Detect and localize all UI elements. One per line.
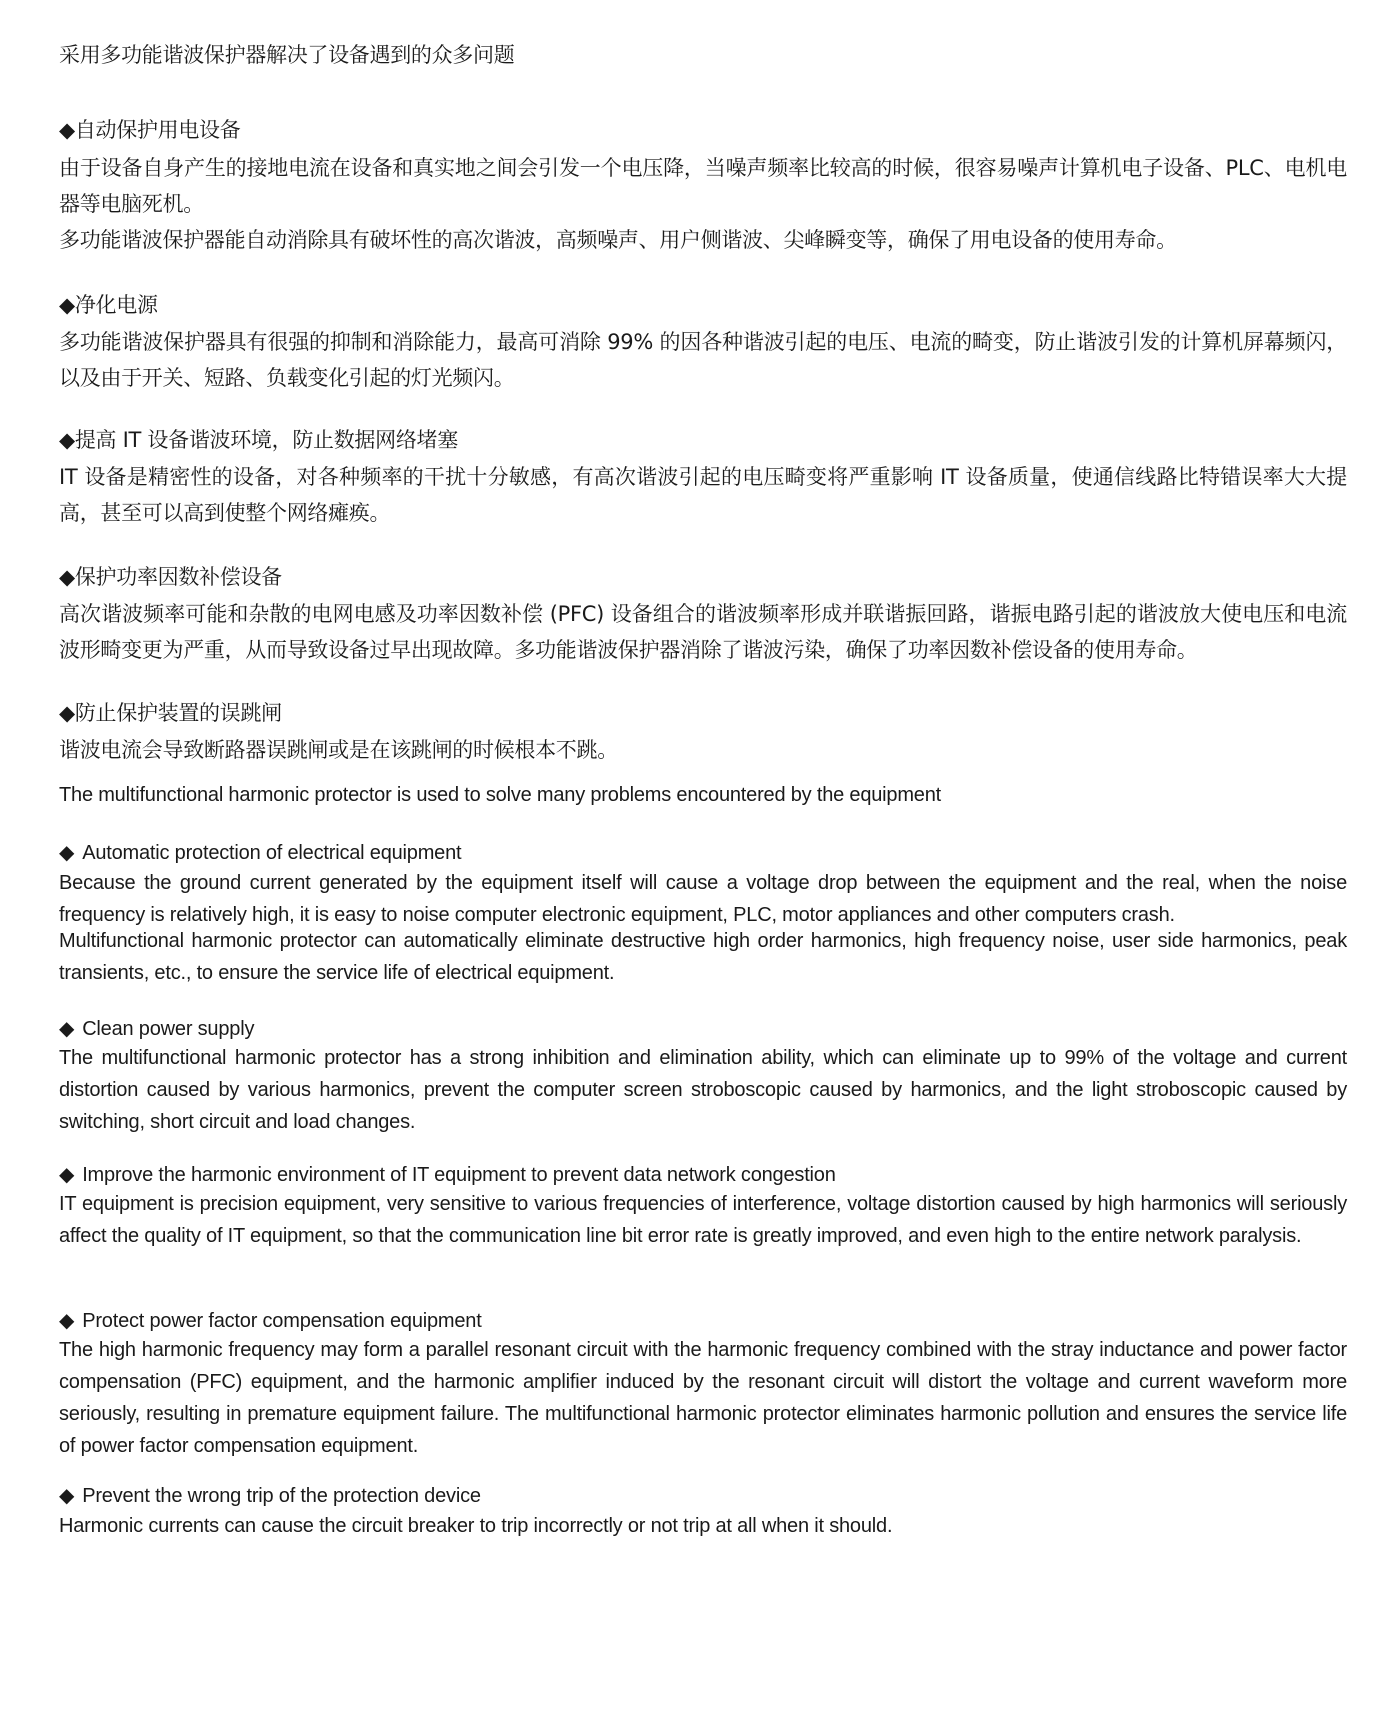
en-heading-text: Automatic protection of electrical equipment <box>82 842 462 864</box>
bullet-diamond-icon: ◆ <box>59 293 75 317</box>
bullet-diamond-icon: ◆ <box>59 565 75 589</box>
bullet-diamond-icon: ◆ <box>59 1164 75 1186</box>
en-heading-text: Clean power supply <box>82 1018 255 1040</box>
zh-heading-text: 防止保护装置的误跳闸 <box>74 701 282 725</box>
zh-title: 采用多功能谐波保护器解决了设备遇到的众多问题 <box>59 43 515 67</box>
en-heading-text: Improve the harmonic environment of IT equipment to prevent data network congestion <box>82 1164 836 1186</box>
en-section-heading <box>59 1014 1347 1044</box>
bullet-diamond-icon: ◆ <box>59 1485 75 1507</box>
bullet-diamond-icon: ◆ <box>59 428 75 452</box>
en-section-heading <box>59 838 1347 868</box>
zh-heading-text: 自动保护用电设备 <box>74 118 241 142</box>
zh-paragraph: 谐波电流会导致断路器误跳闸或是在该跳闸的时候根本不跳。 <box>59 738 618 762</box>
en-paragraph: IT equipment is precision equipment, very sensitive to various frequencies of interference, voltage distortion caused by high harmonics will seriously affect the quality of IT equipment, so that the communication line bit error rate is greatly improved, and even high to the entire network paralysis. <box>59 1193 1347 1247</box>
zh-paragraph: 多功能谐波保护器能自动消除具有破坏性的高次谐波，高频噪声、用户侧谐波、尖峰瞬变等，确保了用电设备的使用寿命。 <box>59 228 1177 252</box>
zh-section-heading <box>59 425 1347 455</box>
en-heading-text: Prevent the wrong trip of the protection device <box>82 1485 481 1507</box>
en-title: The multifunctional harmonic protector is used to solve many problems encountered by the equipment <box>59 784 941 806</box>
en-section-heading <box>59 1306 1347 1336</box>
zh-section-heading <box>59 290 1347 320</box>
zh-heading-text: 净化电源 <box>74 293 158 317</box>
zh-paragraph: 多功能谐波保护器具有很强的抑制和消除能力，最高可消除 99% 的因各种谐波引起的电压、电流的畸变，防止谐波引发的计算机屏幕频闪，以及由于开关、短路、负载变化引起的灯光频闪。 <box>59 330 1347 390</box>
bullet-diamond-icon: ◆ <box>59 1310 75 1332</box>
bullet-diamond-icon: ◆ <box>59 1018 75 1040</box>
bullet-diamond-icon: ◆ <box>59 701 75 725</box>
en-paragraph: The multifunctional harmonic protector has a strong inhibition and elimination ability, which can eliminate up to 99% of the voltage and current distortion caused by various harmonics, prevent the computer screen stroboscopic caused by harmonics, and the light stroboscopic caused by switching, short circuit and load changes. <box>59 1047 1347 1133</box>
zh-section-heading <box>59 115 1347 145</box>
bullet-diamond-icon: ◆ <box>59 842 75 864</box>
en-heading-text: Protect power factor compensation equipment <box>82 1310 482 1332</box>
zh-section-heading <box>59 562 1347 592</box>
bullet-diamond-icon: ◆ <box>59 118 75 142</box>
en-paragraph: Multifunctional harmonic protector can automatically eliminate destructive high order harmonics, high frequency noise, user side harmonics, peak transients, etc., to ensure the service life of electrical equipment. <box>59 930 1347 984</box>
zh-paragraph: IT 设备是精密性的设备，对各种频率的干扰十分敏感，有高次谐波引起的电压畸变将严重影响 IT 设备质量，使通信线路比特错误率大大提高，甚至可以高到使整个网络瘫痪。 <box>59 465 1347 525</box>
en-section-heading <box>59 1481 1347 1511</box>
zh-paragraph: 高次谐波频率可能和杂散的电网电感及功率因数补偿 (PFC) 设备组合的谐波频率形成并联谐振回路，谐振电路引起的谐波放大使电压和电流波形畸变更为严重，从而导致设备过早出现故障。多功能谐波保护器消除了谐波污染，确保了功率因数补偿设备的使用寿命。 <box>59 602 1347 662</box>
zh-heading-text: 提高 IT 设备谐波环境，防止数据网络堵塞 <box>74 428 458 452</box>
en-paragraph: The high harmonic frequency may form a parallel resonant circuit with the harmonic frequency combined with the stray inductance and power factor compensation (PFC) equipment, and the harmonic amplifier induced by the resonant circuit will distort the voltage and current waveform more seriously, resulting in premature equipment failure. The multifunctional harmonic protector eliminates harmonic pollution and ensures the service life of power factor compensation equipment. <box>59 1339 1347 1457</box>
en-paragraph: Because the ground current generated by the equipment itself will cause a voltage drop between the equipment and the real, when the noise frequency is relatively high, it is easy to noise computer electronic equipment, PLC, motor appliances and other computers crash. <box>59 872 1347 926</box>
zh-section-heading <box>59 698 1347 728</box>
en-section-heading <box>59 1160 1347 1190</box>
zh-paragraph: 由于设备自身产生的接地电流在设备和真实地之间会引发一个电压降，当噪声频率比较高的时候，很容易噪声计算机电子设备、PLC、电机电器等电脑死机。 <box>59 156 1347 216</box>
en-paragraph: Harmonic currents can cause the circuit breaker to trip incorrectly or not trip at all when it should. <box>59 1515 893 1537</box>
zh-heading-text: 保护功率因数补偿设备 <box>74 565 282 589</box>
